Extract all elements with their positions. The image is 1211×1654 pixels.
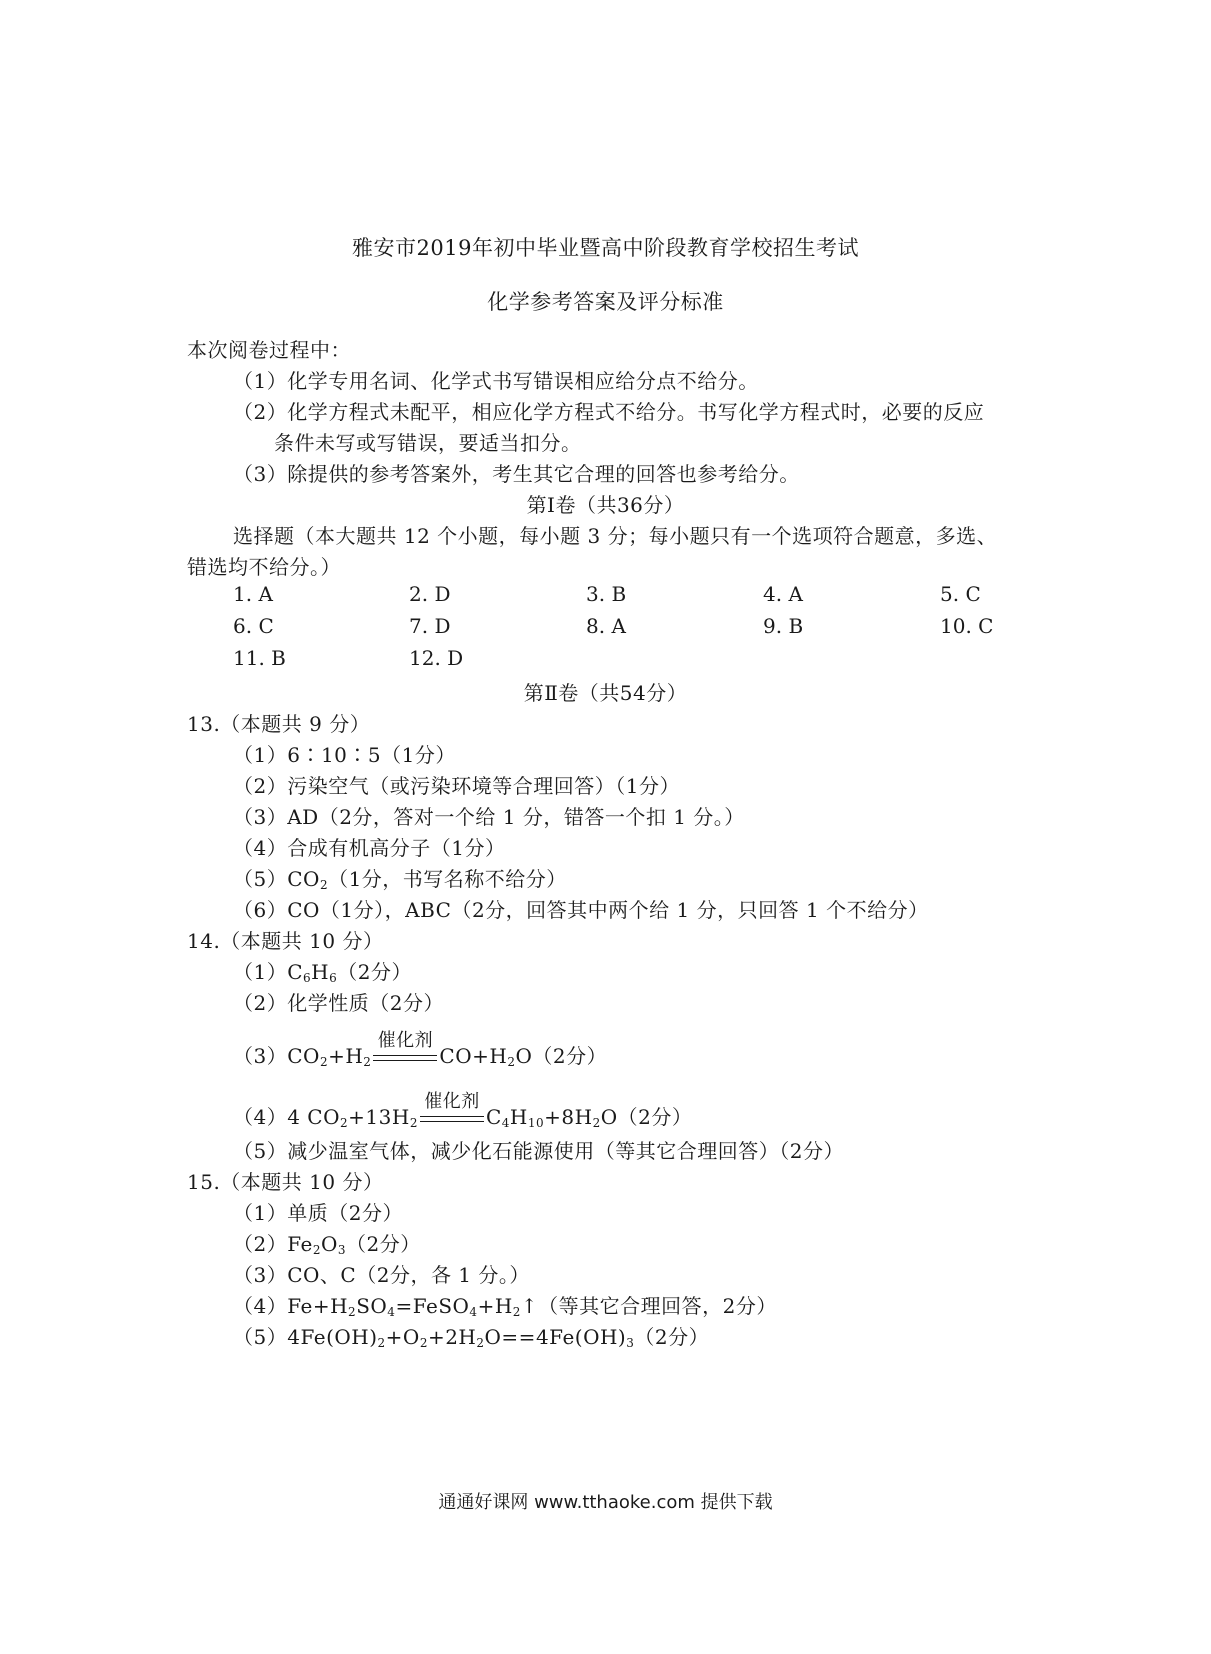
- mc-answer: 3. B: [586, 582, 627, 606]
- rule-2-continued: 条件未写或写错误，要适当扣分。: [274, 431, 582, 455]
- mc-answer: 4. A: [763, 582, 803, 606]
- page-title: 雅安市2019年初中毕业暨高中阶段教育学校招生考试: [352, 236, 859, 260]
- mc-answer: 8. A: [586, 614, 626, 638]
- mc-answer: 2. D: [409, 582, 451, 606]
- q15-answer-2: $(2)Fe_2O_3(2$分）: [233, 1232, 421, 1257]
- q13-heading: 13.（本题共 9 分）: [187, 712, 371, 736]
- mc-answer: 6. C: [233, 614, 274, 638]
- mc-answer: 10. C: [940, 614, 994, 638]
- catalyst-condition: 催化剂: [420, 1109, 484, 1129]
- q14-answer-5: （5）减少温室气体，减少化石能源使用（等其它合理回答）（2分）: [233, 1139, 844, 1163]
- q15-answer-5: $(5)4Fe(OH)_2+O_2+2H_2O==4Fe(OH)_3(2$分）: [233, 1325, 710, 1350]
- rule-1: （1）化学专用名词、化学式书写错误相应给分点不给分。: [233, 369, 759, 393]
- page-footer: 通通好课网 www.tthaoke.com 提供下载: [438, 1492, 773, 1513]
- part1-description-continued: 错选均不给分。）: [187, 555, 341, 579]
- q15-answer-4: $(4)Fe+H_2SO_4=FeSO_4+H_2↑$（等其它合理回答，2分）: [233, 1294, 777, 1319]
- q15-answer-3: （3）CO、C（2分，各 1 分。）: [233, 1263, 530, 1287]
- rule-2: （2）化学方程式未配平，相应化学方程式不给分。书写化学方程式时，必要的反应: [233, 400, 985, 424]
- intro-text: 本次阅卷过程中：: [187, 338, 351, 362]
- mc-answer: 5. C: [940, 582, 981, 606]
- q14-answer-3: $(3)CO_2+H_2$ 催化剂 $CO+H_2O(2$分）: [233, 1029, 608, 1069]
- q13-answer-5: $(5)CO_2(1$分，书写名称不给分）: [233, 867, 567, 892]
- mc-answer: 9. B: [763, 614, 804, 638]
- rule-3: （3）除提供的参考答案外，考生其它合理的回答也参考给分。: [233, 462, 800, 486]
- q13-answer-4: （4）合成有机高分子（1分）: [233, 836, 506, 860]
- mc-answer: 11. B: [233, 646, 286, 670]
- q15-heading: 15.（本题共 10 分）: [187, 1170, 384, 1194]
- catalyst-condition: 催化剂: [373, 1048, 437, 1068]
- q14-answer-1: $(1)C_6H_6(2$分）: [233, 960, 412, 985]
- q15-answer-1: （1）单质（2分）: [233, 1201, 403, 1225]
- q13-answer-2: （2）污染空气（或污染环境等合理回答）（1分）: [233, 774, 680, 798]
- page-subtitle: 化学参考答案及评分标准: [487, 290, 724, 314]
- q14-answer-2: （2）化学性质（2分）: [233, 991, 444, 1015]
- q13-answer-1: （1）6∶10∶5（1分）: [233, 743, 456, 767]
- mc-answer: 7. D: [409, 614, 451, 638]
- q14-heading: 14.（本题共 10 分）: [187, 929, 384, 953]
- q14-answer-4: （4）4 $CO_2+13H_2$ 催化剂 $C_4H_{10}+8H_2O(2$分）: [233, 1090, 693, 1130]
- mc-answer: 1. A: [233, 582, 273, 606]
- part2-heading: 第Ⅱ卷（共54分）: [523, 681, 688, 705]
- part1-heading: 第Ⅰ卷（共36分）: [526, 493, 685, 517]
- part1-description: 选择题（本大题共 12 个小题，每小题 3 分；每小题只有一个选项符合题意，多选、: [233, 524, 998, 548]
- mc-answer: 12. D: [409, 646, 464, 670]
- q13-answer-6: （6）CO（1分），ABC（2分，回答其中两个给 1 分，只回答 1 个不给分）: [233, 898, 929, 922]
- q13-answer-3: （3）AD（2分，答对一个给 1 分，错答一个扣 1 分。）: [233, 805, 745, 829]
